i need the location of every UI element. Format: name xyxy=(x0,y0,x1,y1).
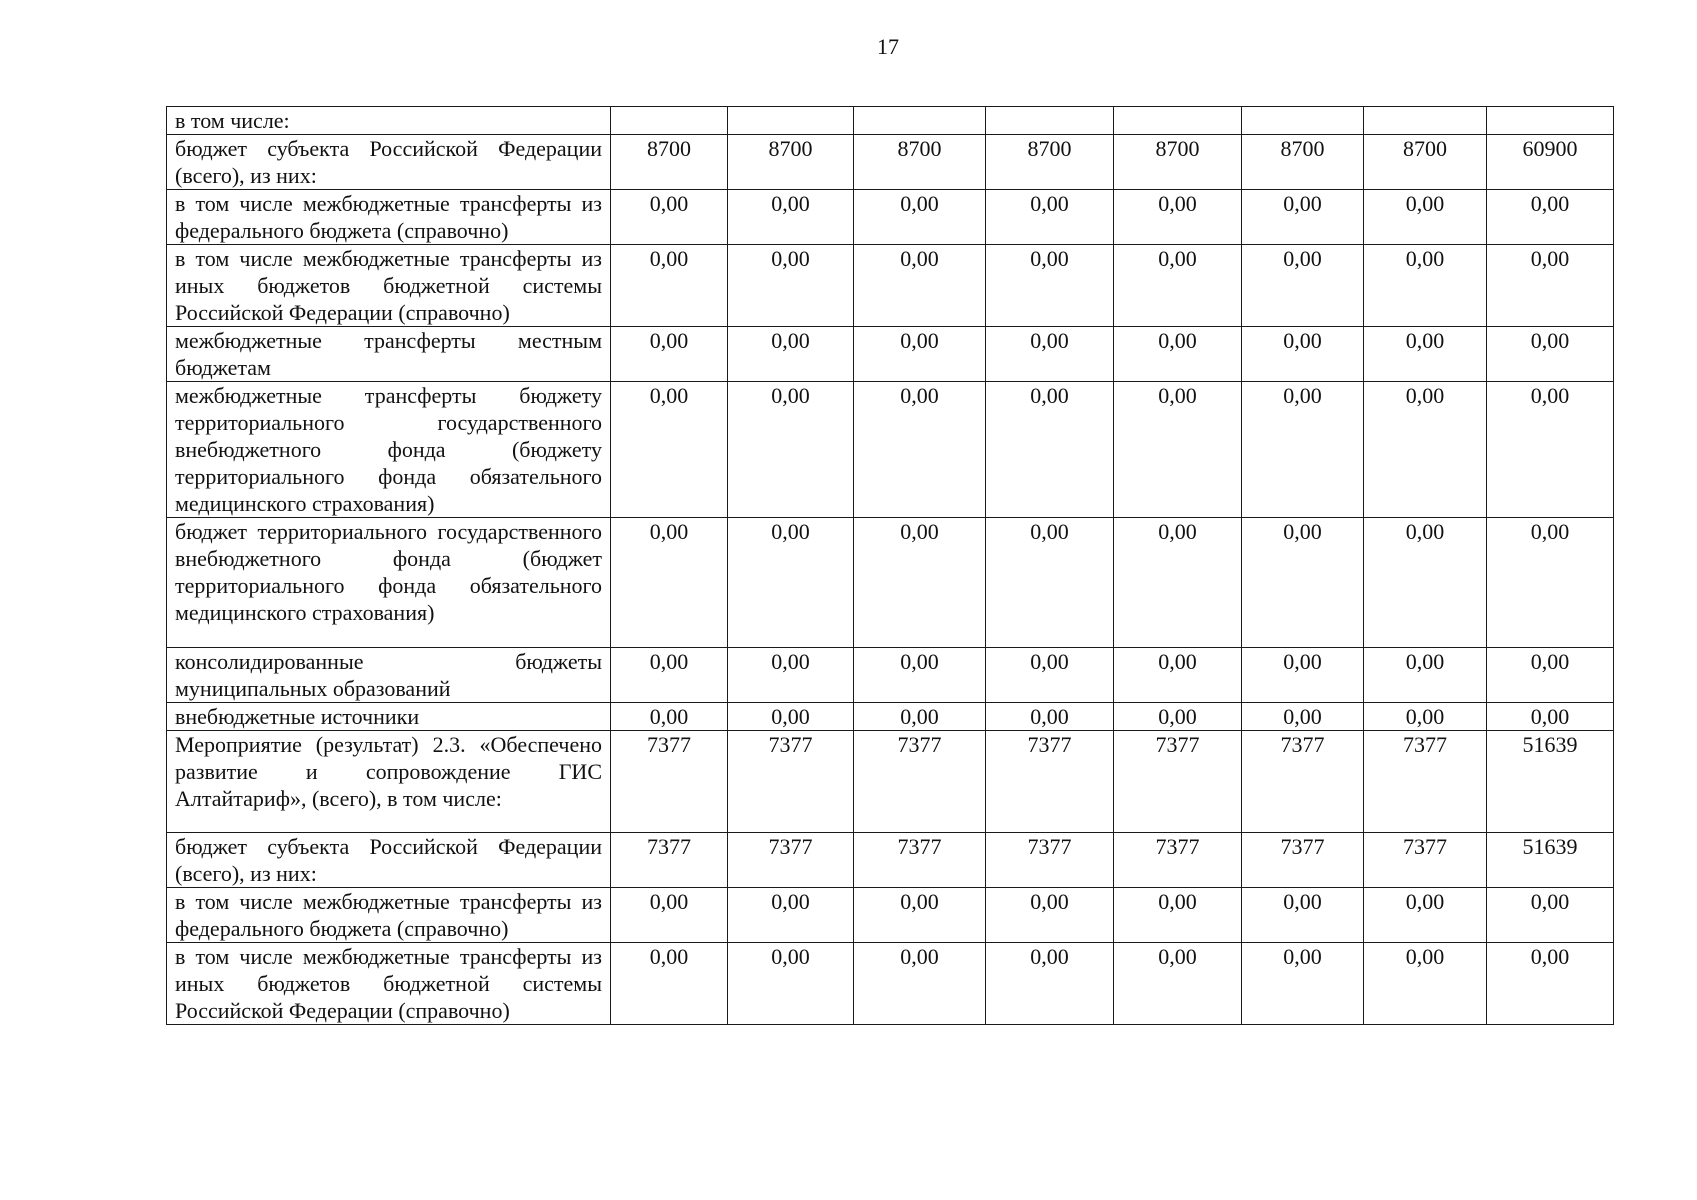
value-cell: 0,00 xyxy=(611,327,728,382)
value-cell: 0,00 xyxy=(986,888,1114,943)
value-cell: 0,00 xyxy=(1487,888,1614,943)
value-cell: 0,00 xyxy=(1114,703,1242,731)
value-cell xyxy=(728,107,854,135)
value-cell: 0,00 xyxy=(854,943,986,1025)
row-label-cell: бюджет территориального государственного внебюджетного фонда (бюджет территориального фонда обязательного медицинского страхования) xyxy=(167,518,611,648)
row-label-cell: межбюджетные трансферты бюджету территориального государственного внебюджетного фонда (бюджету территориального фонда обязательного медицинского страхования) xyxy=(167,382,611,518)
value-cell: 0,00 xyxy=(728,943,854,1025)
value-cell xyxy=(1242,107,1364,135)
row-label-cell: Мероприятие (результат) 2.3. «Обеспечено развитие и сопровождение ГИС Алтайтариф», (всего), в том числе: xyxy=(167,731,611,833)
value-cell: 8700 xyxy=(986,135,1114,190)
value-cell: 0,00 xyxy=(1114,382,1242,518)
value-cell xyxy=(1114,107,1242,135)
value-cell: 0,00 xyxy=(986,943,1114,1025)
value-cell: 7377 xyxy=(986,731,1114,833)
value-cell: 7377 xyxy=(1242,731,1364,833)
value-cell: 0,00 xyxy=(728,888,854,943)
value-cell: 0,00 xyxy=(1242,327,1364,382)
value-cell: 0,00 xyxy=(1364,703,1487,731)
table-row xyxy=(167,135,1614,190)
value-cell: 0,00 xyxy=(728,190,854,245)
value-cell: 0,00 xyxy=(611,888,728,943)
page-number: 17 xyxy=(877,34,899,59)
value-cell: 0,00 xyxy=(854,190,986,245)
value-cell xyxy=(1487,107,1614,135)
value-cell: 0,00 xyxy=(1487,190,1614,245)
value-cell: 0,00 xyxy=(1364,943,1487,1025)
value-cell: 0,00 xyxy=(1364,648,1487,703)
budget-table xyxy=(166,106,1614,1025)
value-cell: 7377 xyxy=(854,833,986,888)
table-row xyxy=(167,648,1614,703)
value-cell: 7377 xyxy=(1242,833,1364,888)
value-cell: 0,00 xyxy=(611,518,728,648)
value-cell xyxy=(986,107,1114,135)
value-cell: 0,00 xyxy=(854,382,986,518)
value-cell: 0,00 xyxy=(854,245,986,327)
value-cell: 0,00 xyxy=(1114,943,1242,1025)
table-row xyxy=(167,245,1614,327)
value-cell: 0,00 xyxy=(1487,648,1614,703)
table-body xyxy=(167,107,1614,1025)
value-cell: 0,00 xyxy=(986,518,1114,648)
row-label-cell: бюджет субъекта Российской Федерации (всего), из них: xyxy=(167,833,611,888)
value-cell: 8700 xyxy=(1114,135,1242,190)
value-cell: 0,00 xyxy=(611,943,728,1025)
row-label-cell: в том числе: xyxy=(167,107,611,135)
value-cell: 0,00 xyxy=(1114,190,1242,245)
value-cell: 0,00 xyxy=(1487,703,1614,731)
value-cell: 8700 xyxy=(1242,135,1364,190)
value-cell: 7377 xyxy=(854,731,986,833)
value-cell: 0,00 xyxy=(1114,245,1242,327)
value-cell: 0,00 xyxy=(986,190,1114,245)
value-cell: 0,00 xyxy=(1242,245,1364,327)
table-row xyxy=(167,943,1614,1025)
value-cell: 0,00 xyxy=(611,245,728,327)
value-cell xyxy=(1364,107,1487,135)
value-cell: 0,00 xyxy=(986,245,1114,327)
value-cell: 8700 xyxy=(1364,135,1487,190)
value-cell: 0,00 xyxy=(611,703,728,731)
row-label-cell: бюджет субъекта Российской Федерации (всего), из них: xyxy=(167,135,611,190)
value-cell: 0,00 xyxy=(611,190,728,245)
value-cell: 0,00 xyxy=(611,382,728,518)
value-cell: 0,00 xyxy=(1487,382,1614,518)
value-cell: 7377 xyxy=(1114,833,1242,888)
row-label-cell: в том числе межбюджетные трансферты из иных бюджетов бюджетной системы Российской Федерации (справочно) xyxy=(167,943,611,1025)
value-cell: 8700 xyxy=(611,135,728,190)
table-row xyxy=(167,731,1614,833)
value-cell: 0,00 xyxy=(1242,703,1364,731)
value-cell: 0,00 xyxy=(854,888,986,943)
value-cell: 0,00 xyxy=(986,327,1114,382)
value-cell: 51639 xyxy=(1487,731,1614,833)
value-cell: 0,00 xyxy=(1487,518,1614,648)
value-cell: 0,00 xyxy=(728,648,854,703)
row-label-cell: внебюджетные источники xyxy=(167,703,611,731)
value-cell: 0,00 xyxy=(1114,888,1242,943)
value-cell: 0,00 xyxy=(1242,382,1364,518)
value-cell: 0,00 xyxy=(1242,648,1364,703)
table-row xyxy=(167,190,1614,245)
value-cell: 0,00 xyxy=(728,382,854,518)
value-cell: 7377 xyxy=(1114,731,1242,833)
value-cell: 0,00 xyxy=(1364,327,1487,382)
table-row xyxy=(167,833,1614,888)
table-row xyxy=(167,703,1614,731)
value-cell: 0,00 xyxy=(854,703,986,731)
row-label-cell: в том числе межбюджетные трансферты из федерального бюджета (справочно) xyxy=(167,888,611,943)
value-cell: 0,00 xyxy=(1364,518,1487,648)
value-cell: 0,00 xyxy=(1364,245,1487,327)
value-cell: 0,00 xyxy=(986,382,1114,518)
table-row xyxy=(167,382,1614,518)
value-cell: 51639 xyxy=(1487,833,1614,888)
value-cell: 7377 xyxy=(728,833,854,888)
value-cell: 0,00 xyxy=(1364,888,1487,943)
value-cell xyxy=(611,107,728,135)
value-cell: 0,00 xyxy=(1487,943,1614,1025)
value-cell: 0,00 xyxy=(1242,888,1364,943)
value-cell: 0,00 xyxy=(728,327,854,382)
value-cell: 0,00 xyxy=(1242,518,1364,648)
value-cell: 7377 xyxy=(728,731,854,833)
value-cell: 0,00 xyxy=(986,703,1114,731)
value-cell: 7377 xyxy=(1364,833,1487,888)
value-cell: 0,00 xyxy=(1114,518,1242,648)
value-cell: 8700 xyxy=(728,135,854,190)
value-cell: 0,00 xyxy=(854,327,986,382)
value-cell: 0,00 xyxy=(1114,327,1242,382)
value-cell: 0,00 xyxy=(728,703,854,731)
value-cell xyxy=(854,107,986,135)
table-row xyxy=(167,888,1614,943)
value-cell: 7377 xyxy=(986,833,1114,888)
value-cell: 60900 xyxy=(1487,135,1614,190)
table-row xyxy=(167,327,1614,382)
row-label-cell: консолидированные бюджеты муниципальных образований xyxy=(167,648,611,703)
value-cell: 0,00 xyxy=(1242,943,1364,1025)
value-cell: 7377 xyxy=(1364,731,1487,833)
value-cell: 0,00 xyxy=(854,648,986,703)
value-cell: 0,00 xyxy=(611,648,728,703)
value-cell: 0,00 xyxy=(1114,648,1242,703)
value-cell: 7377 xyxy=(611,731,728,833)
table-row xyxy=(167,518,1614,648)
value-cell: 0,00 xyxy=(1364,382,1487,518)
row-label-cell: межбюджетные трансферты местным бюджетам xyxy=(167,327,611,382)
row-label-cell: в том числе межбюджетные трансферты из иных бюджетов бюджетной системы Российской Федерации (справочно) xyxy=(167,245,611,327)
value-cell: 0,00 xyxy=(1242,190,1364,245)
value-cell: 8700 xyxy=(854,135,986,190)
value-cell: 0,00 xyxy=(728,518,854,648)
row-label-cell: в том числе межбюджетные трансферты из федерального бюджета (справочно) xyxy=(167,190,611,245)
value-cell: 0,00 xyxy=(1487,245,1614,327)
value-cell: 0,00 xyxy=(728,245,854,327)
value-cell: 0,00 xyxy=(1487,327,1614,382)
table-row xyxy=(167,107,1614,135)
value-cell: 7377 xyxy=(611,833,728,888)
value-cell: 0,00 xyxy=(854,518,986,648)
value-cell: 0,00 xyxy=(1364,190,1487,245)
value-cell: 0,00 xyxy=(986,648,1114,703)
